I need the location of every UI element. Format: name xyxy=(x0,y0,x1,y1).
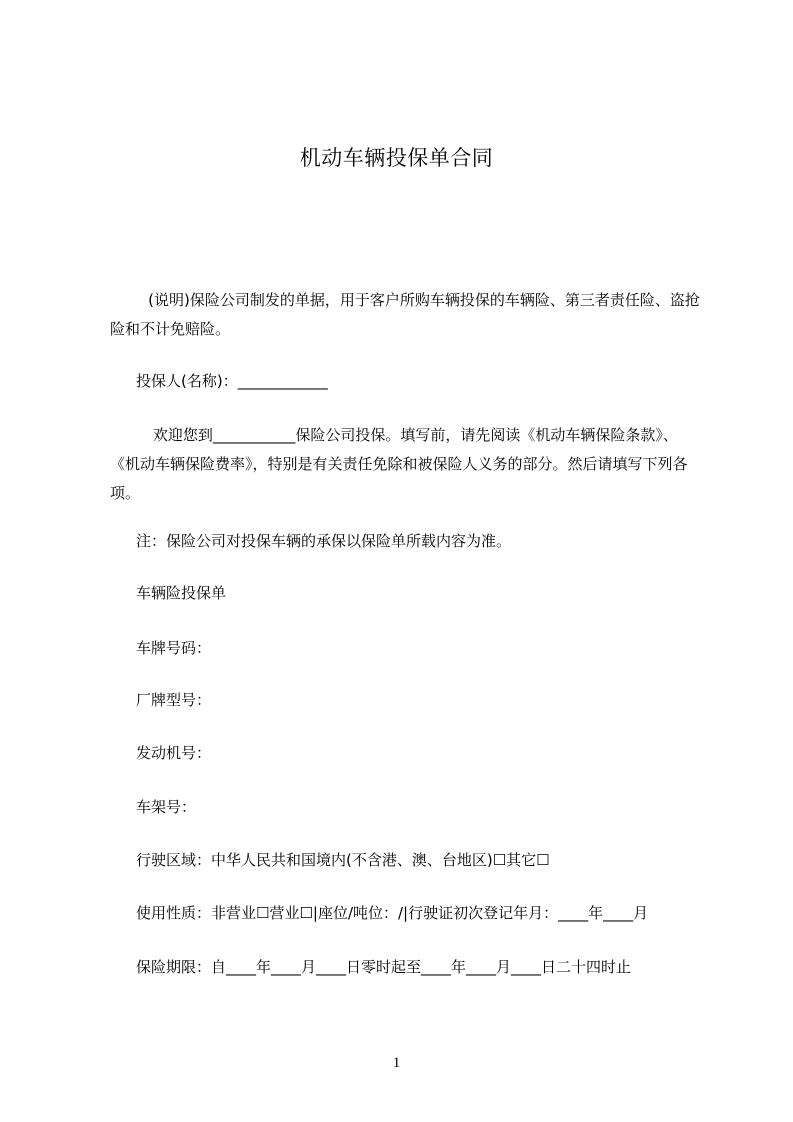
note-line: 注：保险公司对投保车辆的承保以保险单所载内容为准。 xyxy=(136,532,512,550)
welcome-paragraph: 欢迎您到___________保险公司投保。填写前，请先阅读《机动车辆保险条款》、《机动车辆保险费率》，特别是有关责任免除和被保险人义务的部分。然后请填写下列各项。 xyxy=(110,426,688,502)
frame-number-field: 车架号： xyxy=(136,798,197,816)
usage-nature-field: 使用性质：非营业☐营业☐|座位/吨位：/|行驶证初次登记年月：____年____月 xyxy=(136,904,649,922)
plate-number-field: 车牌号码： xyxy=(136,639,212,657)
form-title: 车辆险投保单 xyxy=(136,584,227,602)
page-number: 1 xyxy=(392,1055,401,1071)
applicant-line: 投保人(名称)：____________ xyxy=(136,372,328,390)
driving-area-field: 行驶区域：中华人民共和国境内(不含港、澳、台地区)☐其它☐ xyxy=(136,851,550,869)
document-title: 机动车辆投保单合同 xyxy=(299,146,494,170)
brand-model-field: 厂牌型号： xyxy=(136,691,212,709)
insurance-period-field: 保险期限：自____年____月____日零时起至____年____月____日二十四时止 xyxy=(136,958,632,976)
engine-number-field: 发动机号： xyxy=(136,744,212,762)
intro-paragraph: (说明)保险公司制发的单据，用于客户所购车辆投保的车辆险、第三者责任险、盗抢险和不计免赔险。 xyxy=(110,291,700,338)
